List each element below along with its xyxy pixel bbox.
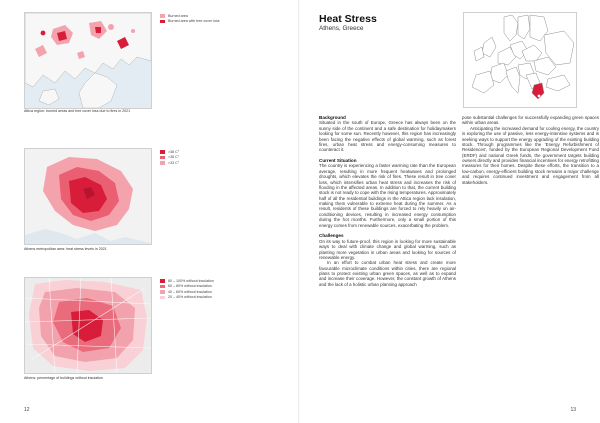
body-paragraph: Anticipating the increased demand for cooling energy, the country is exploring the use of passive, less energy-intensive systems and is seeking ways to support the energy upgrading of the existing building stock. Through programmes like the ‘Energy Refurbishment of Residences’, funded by the European Regional Development Fund (ERDF) and national Greek funds, the government targets building owners directly and provides financial incentives for energy retrofitting measures for their homes. Despite these efforts, the transition to a low-carbon, energy-efficient building stock remains a major challenge and requires continued investment and engagement from all stakeholders.: [462, 125, 599, 185]
section-heading: Background: [319, 115, 346, 120]
page-number: 12: [24, 407, 30, 413]
insulation-legend: [160, 278, 214, 300]
legend-swatch: [160, 296, 165, 300]
legend-label: 60 – 80% without insulation: [168, 284, 212, 289]
body-paragraph: On its way to future-proof, this region is looking for more sustainable ways to deal with climate change and global warming, such as planting more vegetation in urban areas and looking for sources of renewable energy.: [319, 238, 456, 260]
body-paragraph: In an effort to combat urban heat stress and create more favourable microclimate conditions within cities, there are regional plans to protect existing urban green spaces, as well as to expand and increase their coverage. However, the constant growth of Athens and the lack of a holistic urban planning approach: [319, 260, 456, 287]
page-subtitle: Athens, Greece: [319, 25, 364, 32]
europe-map-svg: [464, 13, 576, 107]
section-heading: Current Situation: [319, 158, 357, 164]
legend-swatch: [160, 161, 165, 165]
legend-swatch: [160, 156, 165, 160]
legend-item: [160, 160, 179, 166]
legend-swatch: [160, 14, 165, 18]
legend-label: 20 – 40% without insulation: [168, 295, 212, 300]
legend-item: [160, 19, 220, 25]
legend-item: [160, 295, 214, 301]
page-number: 13: [570, 407, 576, 413]
text-column-1: [319, 115, 456, 287]
legend-item: [160, 284, 214, 290]
body-paragraph: Situated in the south of Europe, Greece has always been on the sunny side of the continent and a safe destination for holidaymakers looking for some sun. Recently however, this region has increasingly been facing the negative effects of global warming, such as forest fires, urban heat stress and energy-consuming measures to counteract it.: [319, 120, 456, 153]
legend-label: >36 C°: [168, 155, 180, 160]
figure-caption: Athens metropolitan area: heat stress levels in 2021: [24, 247, 107, 251]
figure-caption: Athens: percentage of buildings without insulation: [24, 376, 103, 380]
europe-locator-map: [463, 12, 577, 108]
section-heading: Challenges: [319, 233, 344, 239]
athens-heat-stress-map: [24, 148, 152, 245]
body-paragraph: pose substantial challenges for successfully expanding green spaces within urban areas.: [462, 115, 599, 126]
legend-item: [160, 278, 214, 284]
legend-swatch: [160, 20, 165, 24]
legend-label: >38 C°: [168, 149, 180, 154]
body-paragraph: The country is experiencing a faster warming rate than the European average, resulting in more frequent heatwaves and prolonged droughts, which elevates the risk of fires. These result in tree cover loss, which intensifies urban heat stress and increases the risk of flooding in the affected areas. In addition to that, the current building stock is not ready to cope with the rising temperatures. Approximately half of all the residential buildings in the Attica region lack insulation, making them vulnerable to extreme heat during the summer. As a result, residents of these buildings are forced to rely heavily on air-conditioning devices, resulting in increased energy consumption during the hot months. Furthermore, only a small portion of this energy comes from renewable sources, exacerbating the problem.: [319, 163, 456, 228]
legend-item: [160, 289, 214, 295]
legend-label: 80 – 100% without insulation: [168, 278, 214, 283]
legend-swatch: [160, 150, 165, 154]
legend-label: Burned area: [168, 13, 188, 18]
athens-insulation-map: [24, 277, 152, 374]
legend-label: Burned area with tree cover loss: [168, 19, 220, 24]
figure-caption: Attica region: burned areas and tree cover loss due to fires in 2021: [24, 109, 131, 113]
attica-fire-map: [24, 12, 152, 109]
legend-swatch: [160, 290, 165, 294]
legend-swatch: [160, 285, 165, 289]
attica-fire-legend: [160, 13, 220, 24]
legend-swatch: [160, 279, 165, 283]
legend-label: >33 C°: [168, 160, 180, 165]
page-title: Heat Stress: [319, 13, 377, 25]
text-column-2: [462, 115, 599, 185]
legend-label: 40 – 60% without insulation: [168, 289, 212, 294]
heat-stress-legend: [160, 149, 179, 166]
